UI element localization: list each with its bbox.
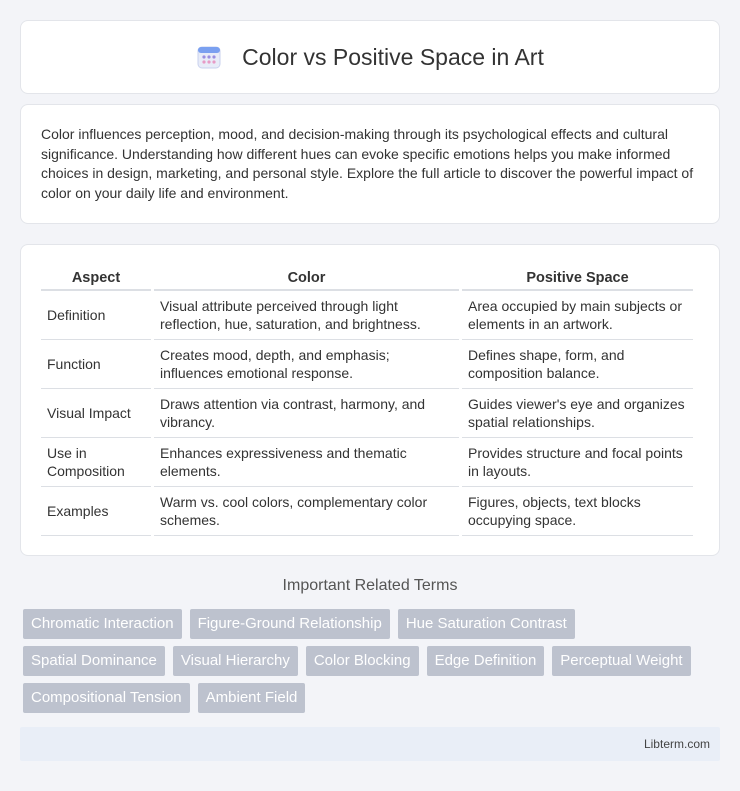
footer-brand-link[interactable]: Libterm.com — [643, 737, 710, 751]
table-row — [41, 340, 693, 389]
cell-aspect: Examples — [41, 487, 151, 536]
cell-aspect: Definition — [41, 291, 151, 340]
header-positive-space: Positive Space — [462, 265, 693, 291]
related-terms-list — [23, 609, 723, 713]
footer — [20, 727, 720, 761]
intro-text: Color influences perception, mood, and decision-making through its psychological effects and cultural significance. Understanding how different hues can evoke specific emotions helps you make informed choices in design, marketing, and personal style. Explore the full article to discover the powerful impact of color on your daily life and environment. — [41, 126, 694, 201]
header-color: Color — [154, 265, 459, 291]
cell-color: Creates mood, depth, and emphasis; influences emotional response. — [154, 340, 459, 389]
table-row — [41, 389, 693, 438]
cell-positive-space: Area occupied by main subjects or elements in an artwork. — [462, 291, 693, 340]
term-tag[interactable]: Color Blocking — [306, 646, 419, 676]
table-row — [41, 438, 693, 487]
term-tag[interactable]: Spatial Dominance — [23, 646, 165, 676]
term-tag[interactable]: Figure-Ground Relationship — [190, 609, 390, 639]
related-terms-title: Important Related Terms — [282, 577, 458, 594]
cell-aspect: Visual Impact — [41, 389, 151, 438]
cell-color: Warm vs. cool colors, complementary color schemes. — [154, 487, 459, 536]
term-tag[interactable]: Chromatic Interaction — [23, 609, 182, 639]
cell-color: Visual attribute perceived through light reflection, hue, saturation, and brightness. — [154, 291, 459, 340]
header-aspect: Aspect — [41, 265, 151, 291]
cell-color: Draws attention via contrast, harmony, and vibrancy. — [154, 389, 459, 438]
calendar-icon — [196, 44, 222, 70]
term-tag[interactable]: Perceptual Weight — [552, 646, 690, 676]
comparison-card — [20, 244, 720, 556]
cell-positive-space: Figures, objects, text blocks occupying space. — [462, 487, 693, 536]
table-row — [41, 487, 693, 536]
table-row — [41, 291, 693, 340]
table-header-row — [41, 265, 693, 291]
term-tag[interactable]: Edge Definition — [427, 646, 545, 676]
cell-positive-space: Defines shape, form, and composition balance. — [462, 340, 693, 389]
intro-card — [20, 104, 720, 224]
cell-positive-space: Guides viewer's eye and organizes spatial relationships. — [462, 389, 693, 438]
cell-positive-space: Provides structure and focal points in layouts. — [462, 438, 693, 487]
page-title: Color vs Positive Space in Art — [242, 43, 544, 70]
term-tag[interactable]: Ambient Field — [198, 683, 306, 713]
comparison-table — [38, 265, 696, 536]
header-card — [20, 20, 720, 94]
term-tag[interactable]: Hue Saturation Contrast — [398, 609, 575, 639]
term-tag[interactable]: Compositional Tension — [23, 683, 190, 713]
cell-color: Enhances expressiveness and thematic elements. — [154, 438, 459, 487]
cell-aspect: Use in Composition — [41, 438, 151, 487]
cell-aspect: Function — [41, 340, 151, 389]
term-tag[interactable]: Visual Hierarchy — [173, 646, 298, 676]
